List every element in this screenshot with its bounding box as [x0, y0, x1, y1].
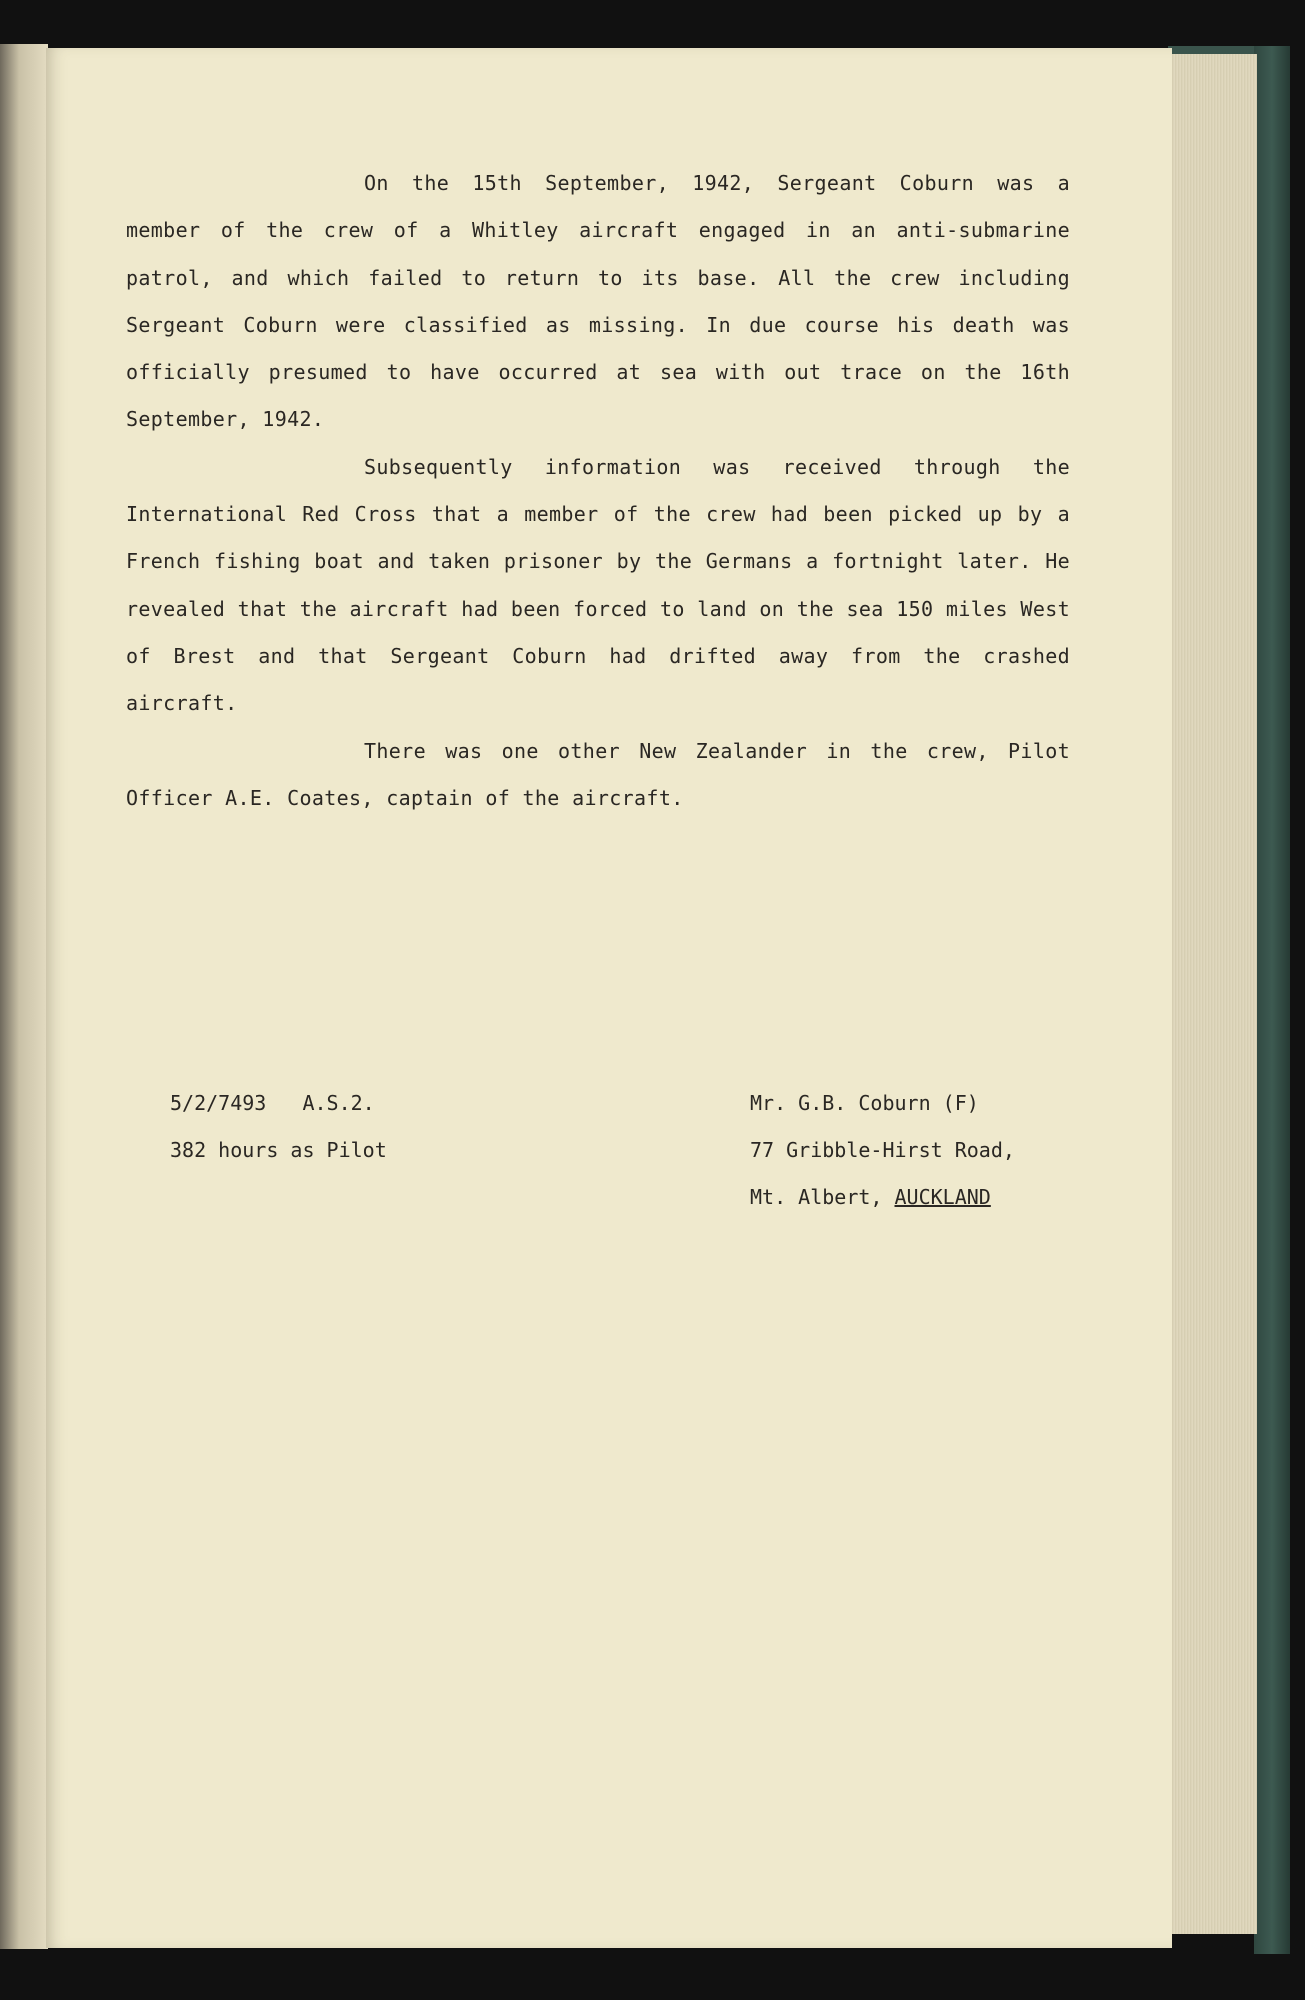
- next-of-kin-address: [750, 1080, 1110, 1221]
- flying-hours: 382 hours as Pilot: [170, 1138, 387, 1162]
- paragraph-1: On the 15th September, 1942, Sergeant Coburn was a member of the crew of a Whitley aircraft engaged in an anti-submarine patrol, and which failed to return to its base. All the crew including Sergeant Coburn were classified as missing. In due course his death was officially presumed to have occurred at sea with out trace on the 16th September, 1942.: [126, 171, 1070, 432]
- address-city: AUCKLAND: [894, 1185, 991, 1209]
- address-suburb: Mt. Albert,: [750, 1185, 895, 1209]
- paragraph-3: There was one other New Zealander in the crew, Pilot Officer A.E. Coates, captain of the aircraft.: [126, 738, 1070, 810]
- next-of-kin-name: Mr. G.B. Coburn (F): [750, 1091, 979, 1115]
- file-reference: 5/2/7493 A.S.2.: [170, 1091, 375, 1115]
- address-street: 77 Gribble-Hirst Road,: [750, 1138, 1015, 1162]
- paragraph-2: Subsequently information was received through the International Red Cross that a member of the crew had been picked up by a French fishing boat and taken prisoner by the Germans a fortnight later. He revealed that the aircraft had been forced to land on the sea 150 miles West of Brest and that Sergeant Coburn had drifted away from the crashed aircraft.: [126, 454, 1070, 716]
- document-body: [126, 160, 1126, 822]
- adjacent-page-edge: [0, 44, 48, 1949]
- file-reference-block: [170, 1080, 590, 1174]
- page-stack-edges: [1168, 54, 1257, 1934]
- address-suburb-line: [750, 1174, 1110, 1221]
- book-cover-spine: [1254, 46, 1290, 1954]
